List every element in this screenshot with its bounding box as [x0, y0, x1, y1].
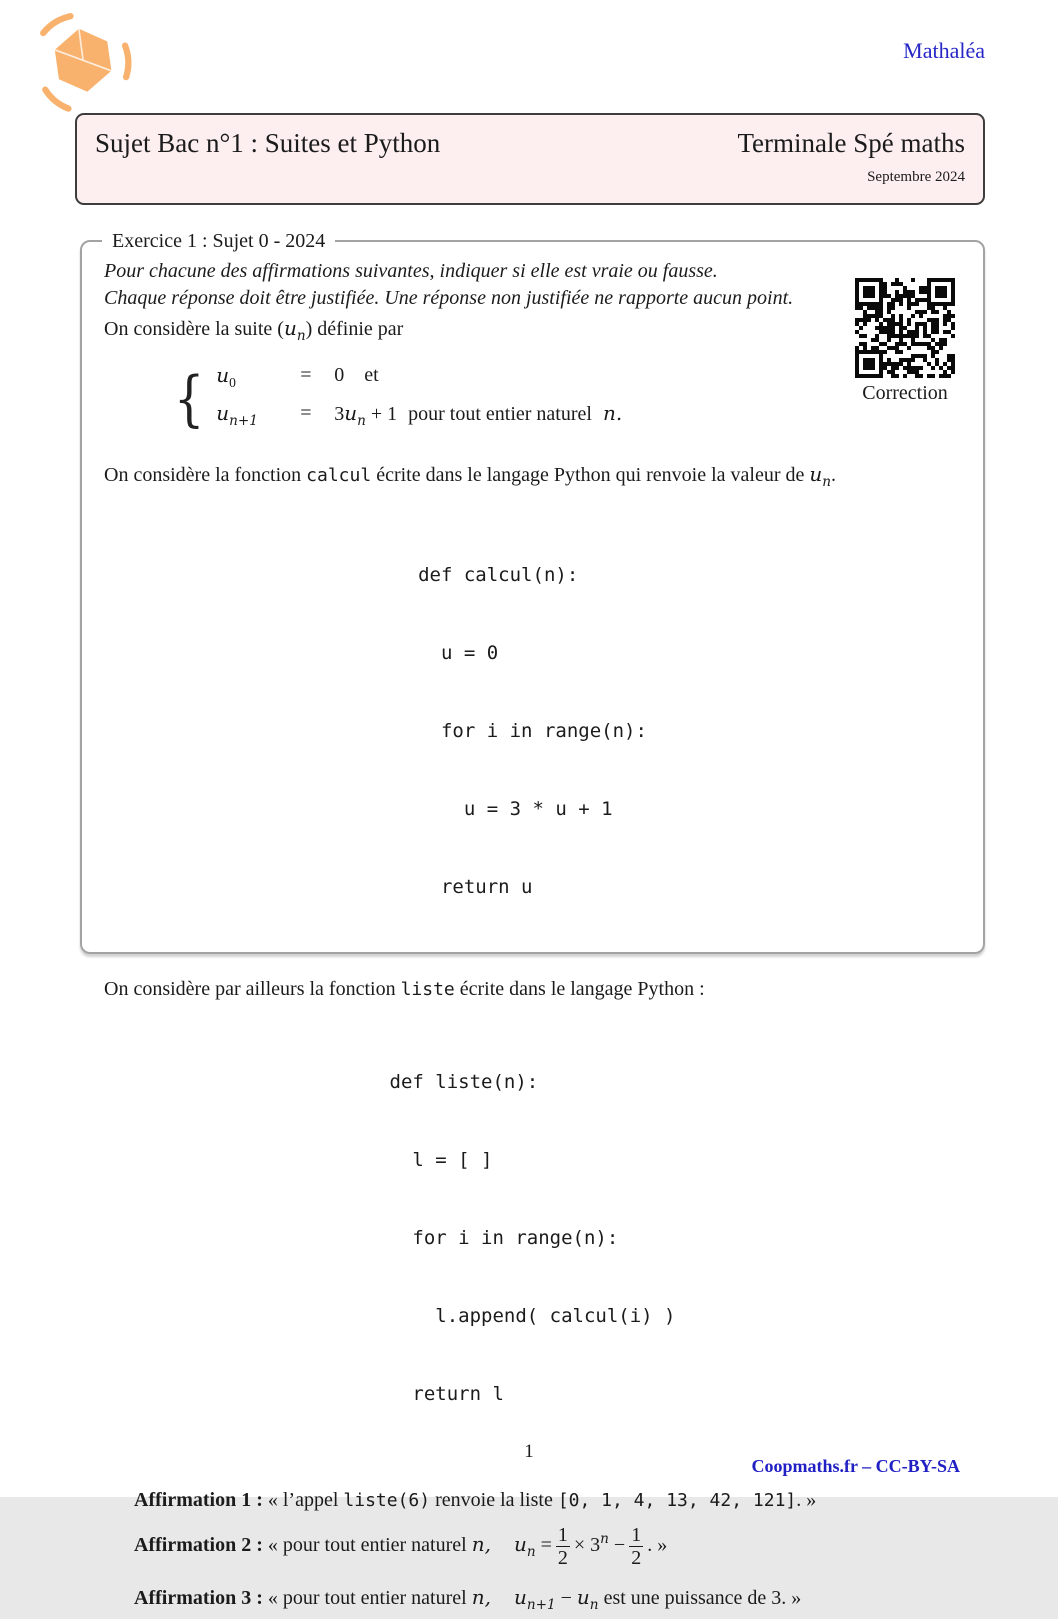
code-line: u = 3 * u + 1: [418, 798, 613, 820]
suite-intro-text: On considère la suite (: [104, 318, 284, 340]
math-period: .: [647, 1533, 653, 1556]
minus-sign: −: [560, 1587, 572, 1609]
page-number: 1: [524, 1441, 534, 1462]
class-level: Terminale Spé maths: [737, 128, 965, 158]
un1-sub: n+1: [526, 1597, 556, 1613]
un-sub: n: [357, 413, 366, 429]
affirmation-3-tail: est une puissance de 3.: [603, 1587, 787, 1609]
code-line: for i in range(n):: [389, 1227, 619, 1249]
liste-code-word: liste: [400, 979, 455, 1000]
affirmation-1-close: . »: [796, 1489, 817, 1511]
code-line: def liste(n):: [389, 1071, 539, 1093]
affirmation-2-close: »: [657, 1533, 668, 1556]
affirmation-2-math: [513, 1523, 657, 1569]
naturel-text: pour tout entier naturel: [408, 403, 592, 425]
calcul-intro-end: .: [831, 464, 837, 486]
calcul-un-var: u: [809, 462, 823, 486]
left-brace: {: [173, 363, 205, 434]
suite-var: u: [283, 316, 297, 340]
liste-function-intro: [104, 976, 961, 1003]
intro-line-2: Chaque réponse doit être justifiée. Une réponse non justifiée ne rapporte aucun point.: [104, 287, 794, 309]
u0-value: 0: [334, 364, 345, 386]
affirmation-3-nvar: n,: [471, 1585, 491, 1609]
un-var: u: [344, 401, 358, 425]
system-line-2: [216, 398, 622, 437]
liste6-code: liste(6): [343, 1490, 431, 1511]
code-line: return l: [389, 1383, 504, 1405]
power-base: 3: [590, 1533, 601, 1556]
affirmation-2: [134, 1518, 961, 1574]
fraction-one-half: $\frac{1}{2}$: [631, 1523, 642, 1569]
affirmation-3: [134, 1584, 961, 1619]
suite-var-sub: n: [296, 328, 306, 344]
un1-var: u: [513, 1585, 527, 1609]
un1-sub: n+1: [229, 413, 258, 429]
mathalea-cube-logo: [26, 12, 136, 117]
python-code-calcul: [418, 510, 647, 952]
equals-sign: =: [300, 364, 312, 386]
code-line: l.append( calcul(i) ): [389, 1305, 676, 1327]
code-line: def calcul(n):: [418, 564, 579, 586]
qr-code[interactable]: [855, 278, 955, 378]
affirmation-1-middle: renvoie la liste: [435, 1489, 553, 1511]
coef-3: 3: [334, 403, 345, 425]
calcul-function-intro: [104, 461, 961, 496]
fraction-one-half: $\frac{1}{2}$: [557, 1523, 568, 1569]
coopmaths-credit-link[interactable]: Coopmaths.fr – CC-BY-SA: [751, 1456, 960, 1476]
code-line: u = 0: [418, 642, 499, 664]
affirmation-1: [134, 1487, 961, 1514]
exercise-label: Exercice 1 : Sujet 0 - 2024: [102, 227, 335, 255]
un1-var: u: [216, 401, 230, 425]
plus-one: + 1: [370, 403, 398, 425]
recurrence-system: [170, 360, 835, 437]
un-sub: n: [589, 1597, 599, 1613]
liste-intro-after: écrite dans le langage Python :: [459, 978, 705, 1000]
un-sub: n: [526, 1543, 536, 1560]
times-sign: ×: [573, 1533, 586, 1556]
affirmation-3-text: pour tout entier naturel: [282, 1587, 467, 1609]
exercise-intro: [104, 258, 961, 312]
un-var: u: [576, 1585, 590, 1609]
affirmations-list: [134, 1487, 961, 1619]
et-word: et: [364, 364, 379, 386]
result-list-code: [0, 1, 4, 13, 42, 121]: [557, 1490, 797, 1511]
worksheet-date: Septembre 2024: [867, 169, 965, 185]
suite-intro-tail: ) définie par: [305, 318, 404, 340]
n-var: n.: [602, 401, 623, 425]
title-box: [75, 113, 985, 205]
liste-intro-before: On considère par ailleurs la fonction: [104, 978, 396, 1000]
equals-sign: =: [540, 1533, 552, 1556]
affirmation-2-open: «: [267, 1533, 278, 1556]
affirmation-3-math: [513, 1585, 599, 1613]
code-line: l = [ ]: [389, 1149, 493, 1171]
u0-var: u: [216, 363, 230, 387]
python-code-liste: [390, 1017, 676, 1459]
u0-sub: 0: [229, 375, 236, 390]
affirmation-3-close: »: [791, 1587, 802, 1609]
calcul-intro-before: On considère la fonction: [104, 464, 302, 486]
affirmation-3-open: «: [267, 1587, 278, 1609]
affirmation-1-open: « l’appel: [267, 1489, 339, 1511]
code-line: for i in range(n):: [418, 720, 647, 742]
power-exponent: n: [600, 1530, 609, 1547]
affirmation-2-label: Affirmation 2 :: [134, 1533, 263, 1556]
affirmation-3-label: Affirmation 3 :: [134, 1587, 263, 1609]
worksheet-title: Sujet Bac n°1 : Suites et Python: [95, 128, 441, 158]
equals-sign-2: =: [300, 402, 312, 424]
affirmation-1-label: Affirmation 1 :: [134, 1489, 263, 1511]
mathalea-brand-link[interactable]: Mathaléa: [903, 38, 985, 63]
qr-caption: Correction: [862, 382, 948, 404]
system-line-1: [216, 360, 622, 398]
minus-sign: −: [613, 1533, 626, 1556]
calcul-intro-middle: écrite dans le langage Python qui renvoie la valeur de: [376, 464, 805, 486]
code-line: return u: [418, 876, 533, 898]
suite-definition-intro: [104, 315, 961, 350]
un-var: u: [513, 1531, 527, 1556]
affirmation-2-text: pour tout entier naturel: [282, 1533, 467, 1556]
affirmation-2-nvar: n,: [471, 1531, 491, 1556]
calcul-un-sub: n: [822, 474, 832, 490]
intro-line-1: Pour chacune des affirmations suivantes, indiquer si elle est vraie ou fausse.: [104, 260, 718, 282]
calcul-code-word: calcul: [306, 465, 372, 486]
qr-block: [849, 278, 961, 407]
